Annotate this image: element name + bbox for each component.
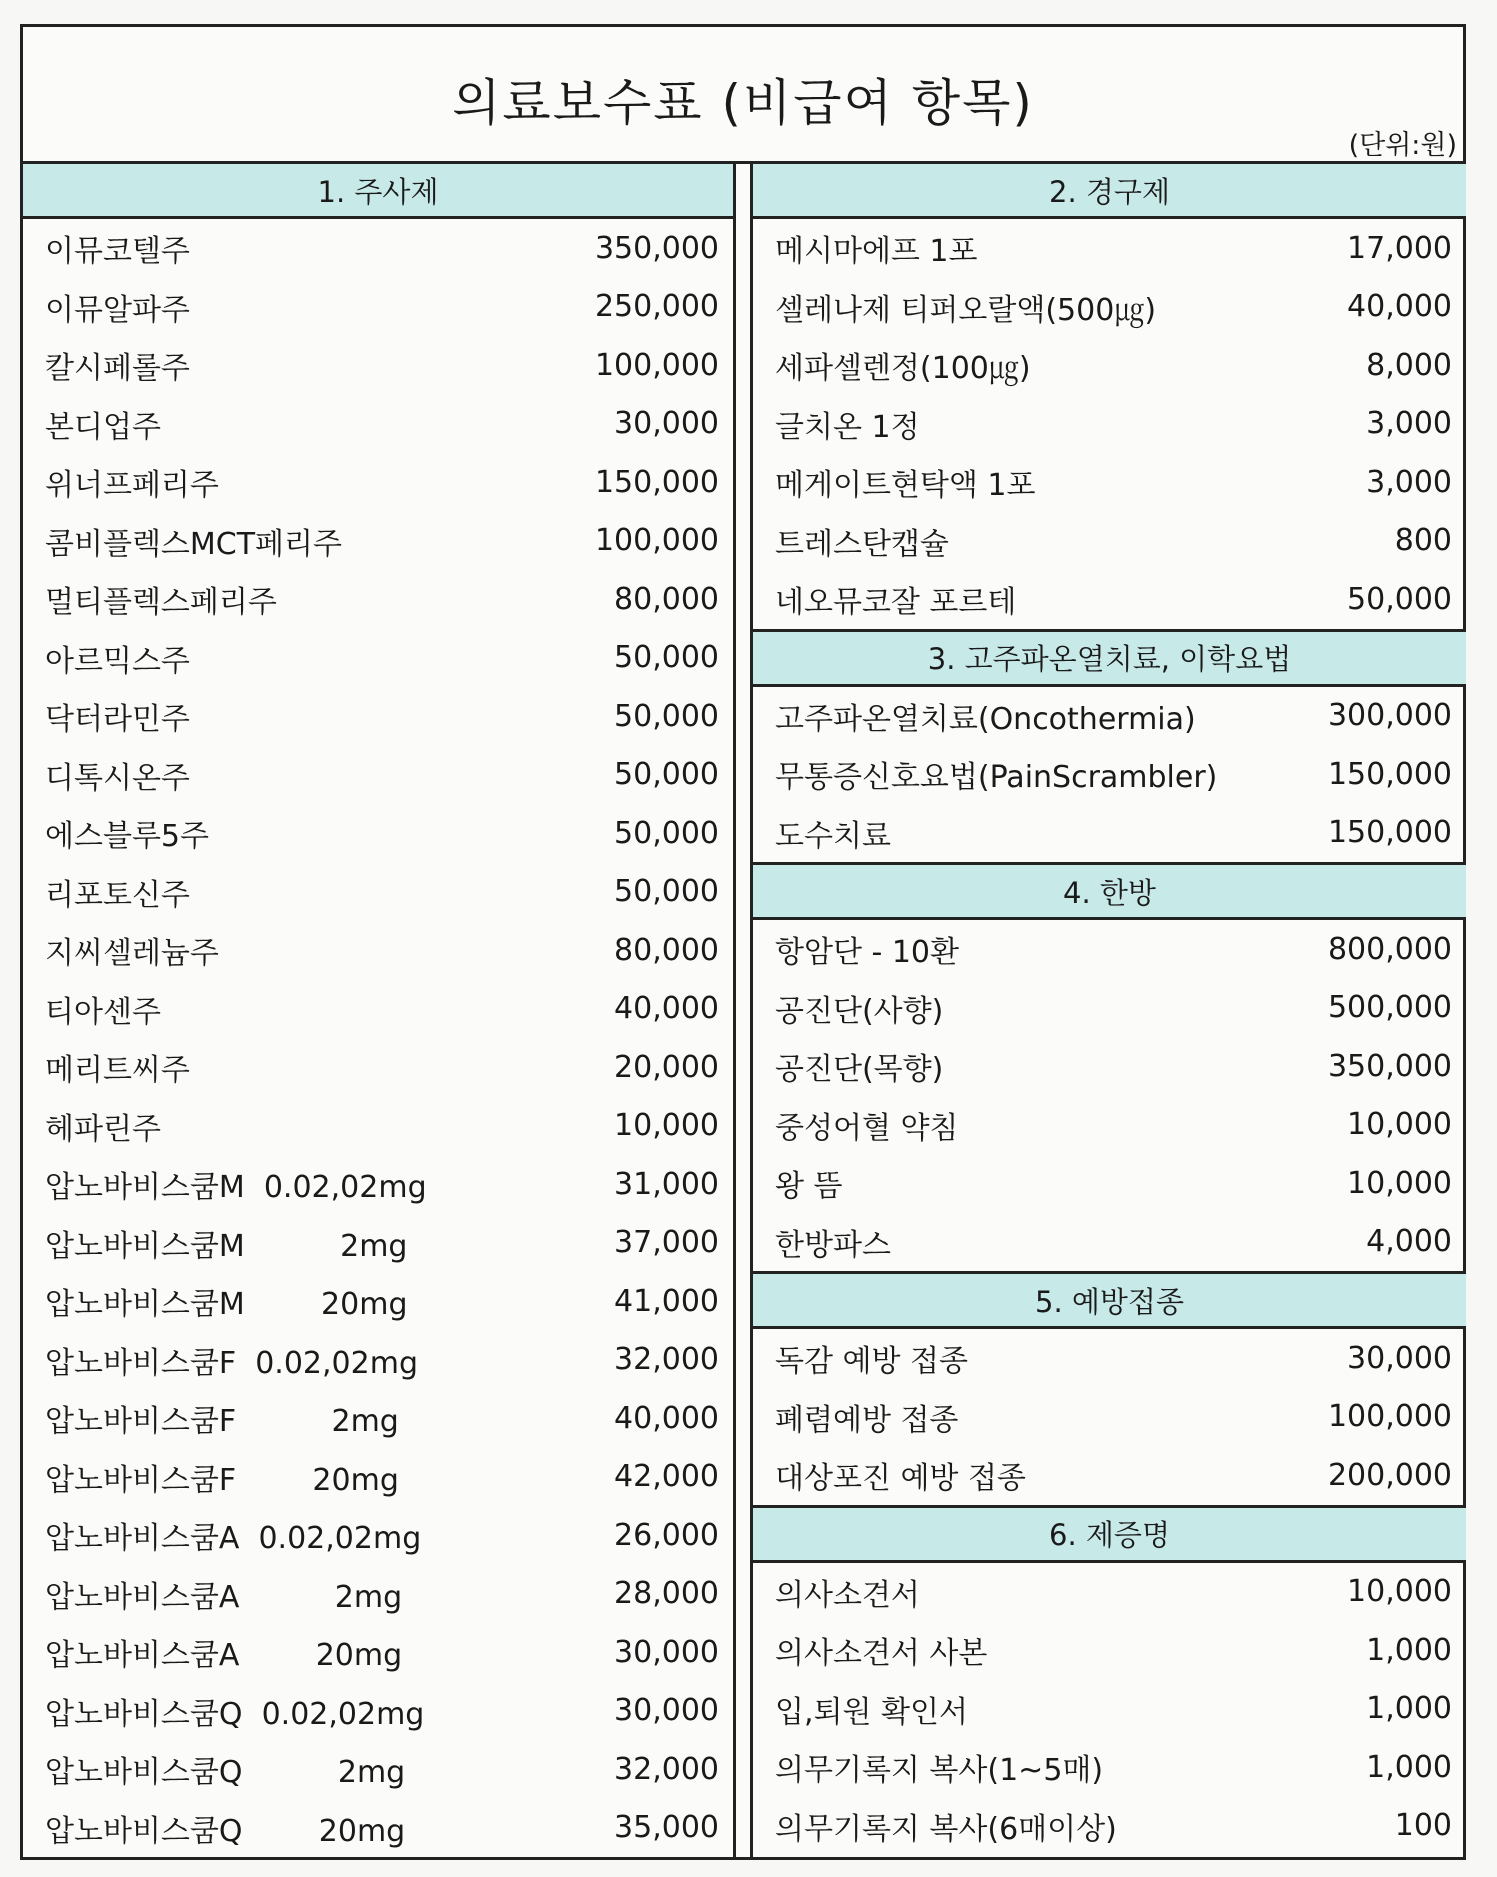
table-row — [23, 687, 733, 746]
table-row — [23, 219, 733, 278]
item-price: 50,000 — [1347, 581, 1452, 617]
table-row — [753, 1037, 1466, 1096]
item-name: 압노바비스쿰F 0.02,02mg — [45, 1345, 418, 1381]
item-price: 800,000 — [1327, 931, 1452, 967]
table-row — [23, 1097, 733, 1156]
item-name: 압노바비스쿰F 2mg — [45, 1404, 399, 1440]
item-name: 공진단(목향) — [775, 1052, 944, 1088]
table-row — [23, 278, 733, 337]
item-name: 콤비플렉스MCT페리주 — [45, 526, 342, 562]
section-header: 2. 경구제 — [753, 164, 1466, 219]
page-title: 의료보수표 (비급여 항목) — [452, 74, 1034, 132]
item-name: 독감 예방 접종 — [775, 1344, 968, 1380]
item-name: 입,퇴원 확인서 — [775, 1694, 968, 1730]
item-name: 왕 뜸 — [775, 1169, 843, 1205]
table-row — [753, 745, 1466, 804]
table-row — [23, 1623, 733, 1682]
table-row — [23, 395, 733, 454]
item-name: 닥터라민주 — [45, 702, 190, 738]
item-price: 40,000 — [614, 991, 719, 1027]
item-name: 압노바비스쿰A 20mg — [45, 1638, 403, 1674]
item-price: 100,000 — [594, 523, 719, 559]
item-name: 도수치료 — [775, 818, 891, 854]
table-row — [23, 336, 733, 395]
item-name: 디톡시온주 — [45, 760, 190, 796]
item-name: 칼시페롤주 — [45, 351, 190, 387]
item-price: 35,000 — [614, 1810, 719, 1846]
item-name: 리포토신주 — [45, 877, 190, 913]
item-price: 40,000 — [614, 1400, 719, 1436]
table-row — [753, 1563, 1466, 1622]
table-row — [753, 1621, 1466, 1680]
item-price: 100,000 — [594, 347, 719, 383]
item-name: 헤파린주 — [45, 1111, 161, 1147]
table-row — [753, 1096, 1466, 1155]
item-name: 에스블루5주 — [45, 819, 209, 855]
item-name: 압노바비스쿰M 0.02,02mg — [45, 1170, 427, 1206]
item-price: 32,000 — [614, 1751, 719, 1787]
item-name: 위너프페리주 — [45, 468, 219, 504]
table-row — [23, 629, 733, 688]
item-price: 1,000 — [1366, 1691, 1452, 1727]
table-row — [753, 395, 1466, 454]
item-price: 8,000 — [1366, 347, 1452, 383]
item-price: 30,000 — [1347, 1340, 1452, 1376]
item-price: 50,000 — [614, 757, 719, 793]
table-row — [753, 453, 1466, 512]
other-items-column — [750, 164, 1466, 1857]
table-row — [23, 980, 733, 1039]
item-name: 이뮤코텔주 — [45, 234, 190, 270]
table-row — [753, 979, 1466, 1038]
item-price: 250,000 — [594, 289, 719, 325]
item-price: 500,000 — [1327, 990, 1452, 1026]
item-name: 메시마에프 1포 — [775, 234, 978, 270]
table-row — [753, 1388, 1466, 1447]
item-price: 10,000 — [614, 1108, 719, 1144]
table-row — [23, 1448, 733, 1507]
item-name: 본디업주 — [45, 409, 161, 445]
item-price: 41,000 — [614, 1283, 719, 1319]
item-price: 30,000 — [614, 1634, 719, 1670]
item-price: 28,000 — [614, 1576, 719, 1612]
item-price: 17,000 — [1347, 230, 1452, 266]
item-price: 4,000 — [1366, 1224, 1452, 1260]
item-price: 32,000 — [614, 1342, 719, 1378]
table-row — [753, 1738, 1466, 1797]
item-name: 의무기록지 복사(1~5매) — [775, 1753, 1104, 1789]
table-row — [753, 920, 1466, 979]
item-price: 350,000 — [594, 230, 719, 266]
table-row — [23, 804, 733, 863]
table-row — [23, 746, 733, 805]
item-name: 멀티플렉스페리주 — [45, 585, 277, 621]
table-row — [23, 570, 733, 629]
table-row — [23, 863, 733, 922]
item-price: 30,000 — [614, 406, 719, 442]
item-name: 의무기록지 복사(6매이상) — [775, 1811, 1117, 1847]
table-row — [753, 570, 1466, 629]
item-price: 100 — [1394, 1808, 1452, 1844]
item-name: 네오뮤코잘 포르테 — [775, 585, 1017, 621]
item-name: 의사소견서 — [775, 1577, 920, 1613]
table-row — [753, 1797, 1466, 1856]
table-row — [23, 1740, 733, 1799]
item-price: 1,000 — [1366, 1632, 1452, 1668]
item-name: 항암단 - 10환 — [775, 935, 959, 971]
item-name: 메리트씨주 — [45, 1053, 190, 1089]
item-price: 150,000 — [1327, 756, 1452, 792]
item-name: 글치온 1정 — [775, 409, 920, 445]
table-row — [23, 1799, 733, 1858]
item-name: 압노바비스쿰Q 2mg — [45, 1755, 406, 1791]
item-price: 30,000 — [614, 1693, 719, 1729]
table-row — [23, 1038, 733, 1097]
item-price: 26,000 — [614, 1517, 719, 1553]
table-row — [753, 1154, 1466, 1213]
item-name: 이뮤알파주 — [45, 292, 190, 328]
section-header: 6. 제증명 — [753, 1505, 1466, 1563]
table-row — [753, 1329, 1466, 1388]
item-price: 31,000 — [614, 1166, 719, 1202]
item-price: 350,000 — [1327, 1048, 1452, 1084]
item-price: 40,000 — [1347, 289, 1452, 325]
injection-column — [23, 164, 736, 1857]
item-price: 800 — [1394, 523, 1452, 559]
item-name: 중성어혈 약침 — [775, 1110, 959, 1146]
item-name: 세파셀렌정(100㎍) — [775, 351, 1031, 387]
item-price: 1,000 — [1366, 1749, 1452, 1785]
item-price: 50,000 — [614, 698, 719, 734]
item-price: 10,000 — [1347, 1574, 1452, 1610]
table-row — [23, 1389, 733, 1448]
table-row — [753, 687, 1466, 746]
item-name: 메게이트현탁액 1포 — [775, 468, 1036, 504]
item-price: 50,000 — [614, 874, 719, 910]
table-row — [23, 1682, 733, 1741]
table-row — [23, 512, 733, 571]
item-name: 한방파스 — [775, 1227, 891, 1263]
section-header: 3. 고주파온열치료, 이학요법 — [753, 629, 1466, 687]
item-name: 티아센주 — [45, 994, 161, 1030]
item-price: 50,000 — [614, 640, 719, 676]
table-row — [753, 804, 1466, 863]
item-name: 압노바비스쿰M 2mg — [45, 1228, 408, 1264]
table-row — [753, 1213, 1466, 1272]
table-row — [23, 1214, 733, 1273]
item-name: 지씨셀레늄주 — [45, 936, 219, 972]
item-name: 압노바비스쿰Q 20mg — [45, 1813, 406, 1849]
table-row — [23, 921, 733, 980]
item-name: 공진단(사향) — [775, 993, 944, 1029]
table-row — [753, 1446, 1466, 1505]
item-name: 트레스탄캡슐 — [775, 526, 949, 562]
item-price: 150,000 — [594, 464, 719, 500]
table-row — [753, 1680, 1466, 1739]
item-name: 압노바비스쿰Q 0.02,02mg — [45, 1696, 425, 1732]
table-row — [23, 1565, 733, 1624]
table-row — [753, 512, 1466, 571]
table-row — [23, 1155, 733, 1214]
item-price: 10,000 — [1347, 1165, 1452, 1201]
price-table-frame — [20, 24, 1466, 1860]
injection-list — [23, 219, 733, 1857]
table-row — [23, 1331, 733, 1390]
table-row — [23, 1272, 733, 1331]
item-name: 폐렴예방 접종 — [775, 1402, 959, 1438]
unit-label: (단위:원) — [1348, 130, 1457, 161]
column-gap — [736, 164, 750, 1857]
item-price: 300,000 — [1327, 698, 1452, 734]
table-row — [753, 278, 1466, 337]
item-name: 무통증신호요법(PainScrambler) — [775, 760, 1218, 796]
item-name: 압노바비스쿰F 20mg — [45, 1462, 399, 1498]
item-name: 의사소견서 사본 — [775, 1636, 988, 1672]
item-price: 150,000 — [1327, 815, 1452, 851]
item-price: 100,000 — [1327, 1399, 1452, 1435]
title-area — [23, 27, 1463, 164]
item-name: 고주파온열치료(Oncothermia) — [775, 701, 1196, 737]
table-row — [753, 219, 1466, 278]
section-header: 5. 예방접종 — [753, 1271, 1466, 1329]
item-name: 압노바비스쿰A 2mg — [45, 1579, 403, 1615]
item-price: 37,000 — [614, 1225, 719, 1261]
item-price: 3,000 — [1366, 406, 1452, 442]
item-price: 80,000 — [614, 932, 719, 968]
item-price: 20,000 — [614, 1049, 719, 1085]
item-name: 압노바비스쿰A 0.02,02mg — [45, 1521, 422, 1557]
item-name: 셀레나제 티퍼오랄액(500㎍) — [775, 292, 1157, 328]
table-row — [23, 1506, 733, 1565]
item-name: 대상포진 예방 접종 — [775, 1461, 1026, 1497]
item-price: 3,000 — [1366, 464, 1452, 500]
item-name: 아르믹스주 — [45, 643, 190, 679]
item-price: 80,000 — [614, 581, 719, 617]
section-header-injections: 1. 주사제 — [23, 164, 733, 219]
table-row — [753, 336, 1466, 395]
item-price: 10,000 — [1347, 1107, 1452, 1143]
table-row — [23, 453, 733, 512]
item-price: 50,000 — [614, 815, 719, 851]
item-name: 압노바비스쿰M 20mg — [45, 1287, 408, 1323]
item-price: 200,000 — [1327, 1457, 1452, 1493]
section-header: 4. 한방 — [753, 862, 1466, 920]
item-price: 42,000 — [614, 1459, 719, 1495]
